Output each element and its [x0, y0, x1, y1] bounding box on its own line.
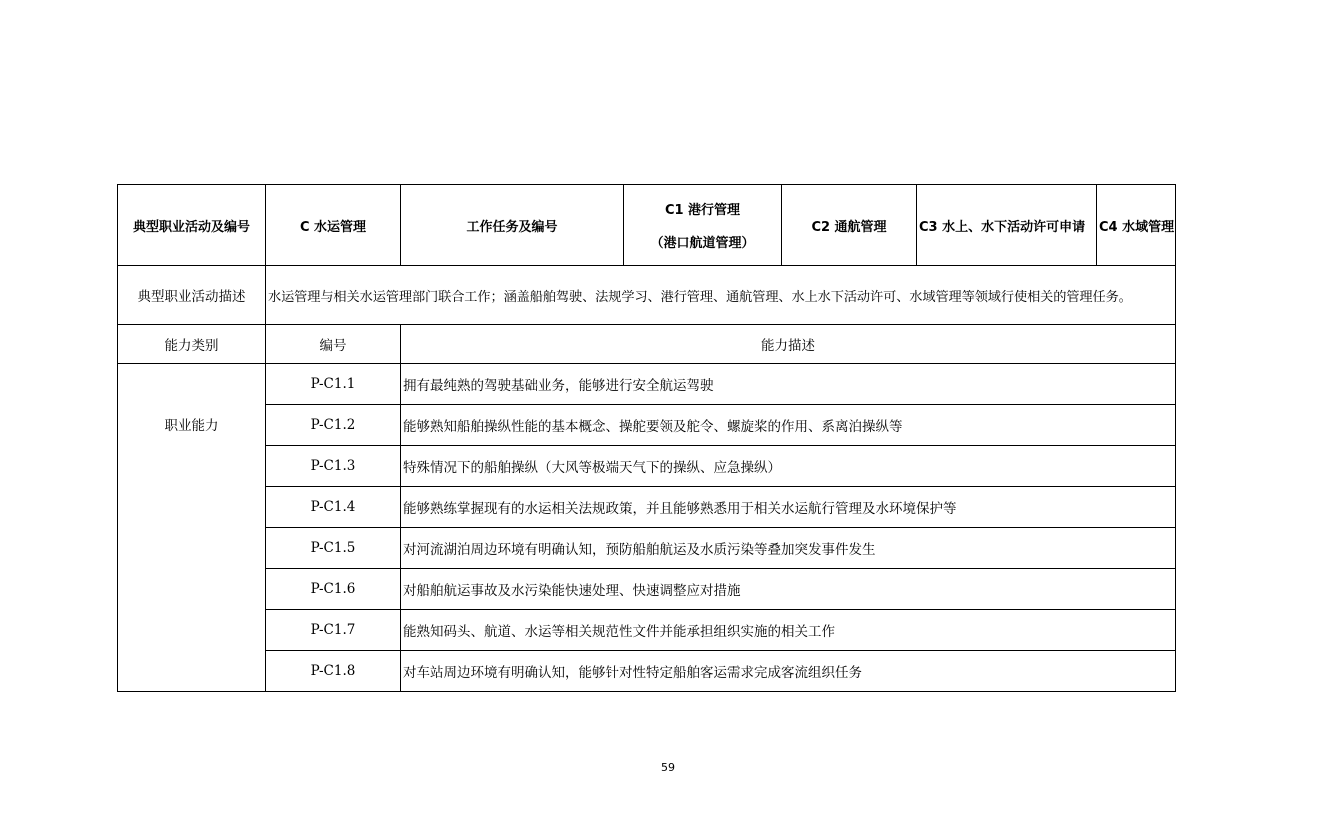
table-row	[118, 651, 1176, 692]
ability-column-header: 能力描述	[401, 325, 1176, 364]
ability-description: 能够熟练掌握现有的水运相关法规政策，并且能够熟悉用于相关水运航行管理及水环境保护等	[401, 487, 1176, 528]
header-task-c1-title: C1 港行管理	[664, 203, 741, 218]
table-row	[118, 405, 1176, 446]
ability-code: P-C1.5	[266, 528, 401, 569]
header-task-c4: C4 水域管理	[1097, 185, 1176, 266]
table-row	[118, 610, 1176, 651]
category-cell: 职业能力	[118, 364, 266, 692]
ability-code: P-C1.2	[266, 405, 401, 446]
header-activity-label: 典型职业活动及编号	[118, 185, 266, 266]
header-task-c1	[624, 185, 782, 266]
ability-code: P-C1.4	[266, 487, 401, 528]
category-column-header: 能力类别	[118, 325, 266, 364]
header-task-label: 工作任务及编号	[401, 185, 624, 266]
ability-description: 能够熟知船舶操纵性能的基本概念、操舵要领及舵令、螺旋桨的作用、系离泊操纵等	[401, 405, 1176, 446]
page-number: 59	[661, 761, 675, 774]
ability-code: P-C1.6	[266, 569, 401, 610]
header-row	[118, 185, 1176, 266]
table-row	[118, 364, 1176, 405]
table-row	[118, 446, 1176, 487]
description-label: 典型职业活动描述	[118, 266, 266, 325]
table-row	[118, 528, 1176, 569]
ability-code: P-C1.1	[266, 364, 401, 405]
table-row	[118, 569, 1176, 610]
ability-description: 拥有最纯熟的驾驶基础业务，能够进行安全航运驾驶	[401, 364, 1176, 405]
header-task-c1-subtitle: （港口航道管理）	[650, 236, 755, 251]
table-row	[118, 487, 1176, 528]
header-task-c3: C3 水上、水下活动许可申请	[917, 185, 1097, 266]
ability-description: 对车站周边环境有明确认知，能够针对性特定船舶客运需求完成客流组织任务	[401, 651, 1176, 692]
ability-description: 对船舶航运事故及水污染能快速处理、快速调整应对措施	[401, 569, 1176, 610]
code-column-header: 编号	[266, 325, 401, 364]
header-activity-code: C 水运管理	[266, 185, 401, 266]
description-text: 水运管理与相关水运管理部门联合工作；涵盖船舶驾驶、法规学习、港行管理、通航管理、水上水下活动许可、水域管理等领域行使相关的管理任务。	[266, 266, 1176, 325]
header-task-c2: C2 通航管理	[782, 185, 917, 266]
ability-description: 对河流湖泊周边环境有明确认知，预防船舶航运及水质污染等叠加突发事件发生	[401, 528, 1176, 569]
ability-code: P-C1.8	[266, 651, 401, 692]
ability-description: 特殊情况下的船舶操纵（大风等极端天气下的操纵、应急操纵）	[401, 446, 1176, 487]
ability-code: P-C1.3	[266, 446, 401, 487]
competency-table	[117, 184, 1176, 692]
ability-code: P-C1.7	[266, 610, 401, 651]
column-header-row	[118, 325, 1176, 364]
description-row	[118, 266, 1176, 325]
ability-description: 能熟知码头、航道、水运等相关规范性文件并能承担组织实施的相关工作	[401, 610, 1176, 651]
